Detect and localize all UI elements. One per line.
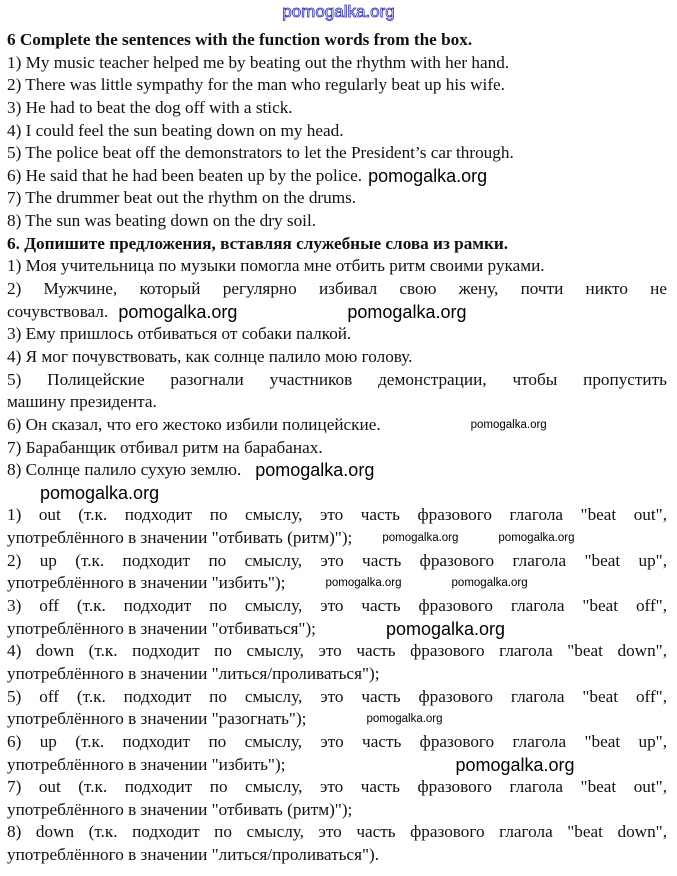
russian-item-cont: сочувствовал. [7, 301, 109, 321]
russian-item: 3) Ему пришлось отбиваться от собаки палкой. [7, 324, 352, 344]
russian-item: 4) Я мог почувствовать, как солнце палило мою голову. [7, 346, 413, 366]
answer-item-cont: употреблённого в значении "отбивать (ритм)"); [7, 528, 353, 548]
russian-item: 1) Моя учительница по музыки помогла мне отбить ритм своими руками. [7, 256, 545, 276]
watermark: pomogalka.org [255, 460, 375, 481]
answer-item-cont: употреблённого в значении "литься/проливаться"); [7, 663, 380, 683]
answer-item-cont-row [7, 572, 667, 595]
watermark: pomogalka.org [385, 618, 506, 639]
watermark: pomogalka.org [118, 301, 238, 322]
russian-item: 5) Полицейские разогнали участников демонстрации, чтобы пропустить [7, 369, 667, 389]
english-item: 4) I could feel the sun beating down on my head. [7, 120, 344, 140]
english-item: 7) The drummer beat out the rhythm on the drums. [7, 188, 357, 208]
watermark: pomogalka.org [347, 301, 467, 322]
answer-item-cont-row [7, 754, 667, 777]
russian-item-cont: машину президента. [7, 392, 157, 412]
header-watermark: pomogalka.org [282, 2, 395, 21]
watermark: pomogalka.org [455, 754, 575, 775]
answer-item-cont: употреблённого в значении "отбивать (ритм)"); [7, 799, 353, 819]
russian-item: 8) Солнце палило сухую землю. [7, 460, 242, 480]
english-item-row [7, 165, 667, 188]
answer-item: 7) out (т.к. подходит по смыслу, это часть фразового глагола "beat out", [7, 777, 667, 797]
answer-item: 5) off (т.к. подходит по смыслу, это часть фразового глагола "beat off", [7, 686, 667, 706]
russian-item: 7) Барабанщик отбивал ритм на барабанах. [7, 437, 323, 457]
answer-item: 8) down (т.к. подходит по смыслу, это часть фразового глагола "beat down", [7, 822, 667, 842]
watermark: pomogalka.org [382, 532, 459, 545]
watermark: pomogalka.org [325, 577, 402, 590]
watermark: pomogalka.org [451, 577, 528, 590]
answer-item-cont: употреблённого в значении "избить"); [7, 754, 286, 774]
answer-item: 6) up (т.к. подходит по смыслу, это часть фразового глагола "beat up", [7, 731, 667, 751]
russian-item: 6) Он сказал, что его жестоко избили полицейские. [7, 414, 381, 434]
answer-item-cont-row [7, 618, 667, 641]
answer-item: 2) up (т.к. подходит по смыслу, это часть фразового глагола "beat up", [7, 550, 667, 570]
english-item: 2) There was little sympathy for the man who regularly beat up his wife. [7, 75, 505, 95]
russian-item-row [7, 414, 667, 437]
watermark: pomogalka.org [470, 418, 547, 431]
russian-item: 2) Мужчине, который регулярно избивал свою жену, почти никто не [7, 279, 667, 299]
document-body [7, 29, 667, 867]
answer-item-cont-row [7, 527, 667, 550]
watermark: pomogalka.org [498, 532, 575, 545]
watermark: pomogalka.org [40, 482, 160, 503]
watermark: pomogalka.org [368, 165, 488, 186]
russian-title: 6. Допишите предложения, вставляя служебные слова из рамки. [7, 233, 509, 253]
watermark: pomogalka.org [366, 713, 443, 726]
russian-item-row [7, 459, 667, 482]
english-item: 6) He said that he had been beaten up by the police. [7, 165, 363, 185]
russian-item-cont-row [7, 301, 667, 324]
english-title: 6 Complete the sentences with the function words from the box. [7, 30, 473, 49]
answer-item-cont: употреблённого в значении "разогнать"); [7, 709, 307, 729]
english-item: 8) The sun was beating down on the dry soil. [7, 211, 317, 231]
answer-item-cont: употреблённого в значении "отбиваться"); [7, 618, 316, 638]
watermark-row [7, 482, 667, 505]
english-item: 1) My music teacher helped me by beating out the rhythm with her hand. [7, 52, 510, 72]
english-item: 5) The police beat off the demonstrators to let the President’s car through. [7, 143, 514, 163]
answer-item-cont: употреблённого в значении "литься/проливаться"). [7, 845, 380, 865]
answer-item: 4) down (т.к. подходит по смыслу, это часть фразового глагола "beat down", [7, 641, 667, 661]
answer-item: 1) out (т.к. подходит по смыслу, это часть фразового глагола "beat out", [7, 505, 667, 525]
answer-item-cont: употреблённого в значении "избить"); [7, 573, 286, 593]
answer-item-cont-row [7, 708, 667, 731]
english-item: 3) He had to beat the dog off with a stick. [7, 97, 293, 117]
answer-item: 3) off (т.к. подходит по смыслу, это часть фразового глагола "beat off", [7, 596, 667, 616]
answers-list [7, 504, 667, 866]
